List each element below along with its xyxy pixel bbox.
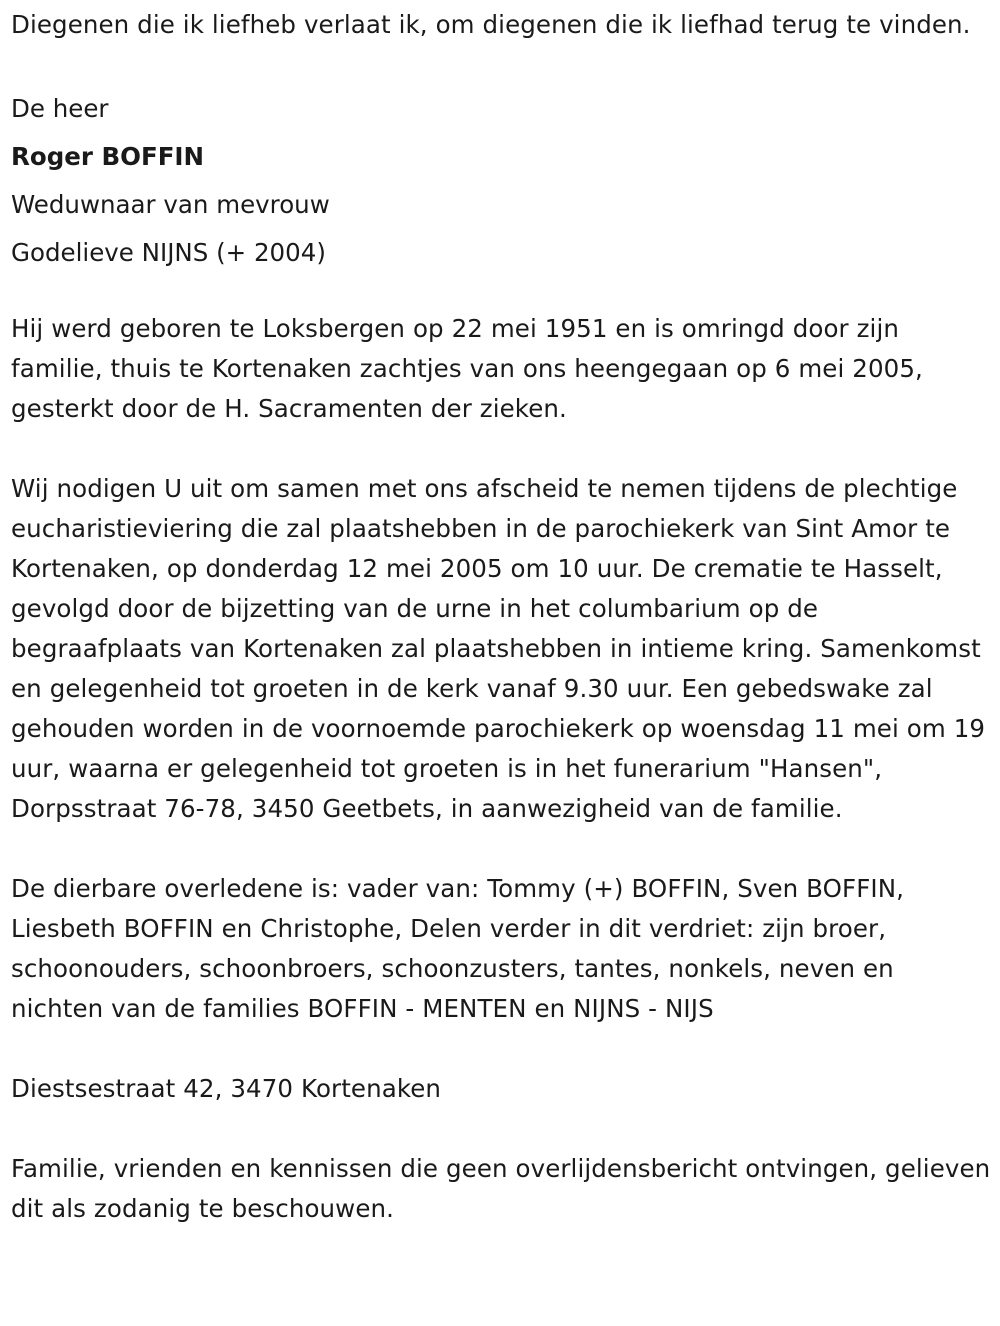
deceased-header [11,85,993,277]
family-paragraph: De dierbare overledene is: vader van: Tommy (+) BOFFIN, Sven BOFFIN, Liesbeth BOFFIN en Christophe, Delen verder in dit verdriet: zijn broer, schoonouders, schoonbroers, schoonzusters, tantes, nonkels, neven en nichten van de families BOFFIN - MENTEN en NIJNS - NIJS [11,874,905,1023]
spacer [11,45,993,85]
ceremony-paragraph: Wij nodigen U uit om samen met ons afscheid te nemen tijdens de plechtige eucharistieviering die zal plaatshebben in de parochiekerk van Sint Amor te Kortenaken, op donderdag 12 mei 2005 om 10 uur. De crematie te Hasselt, gevolgd door de bijzetting van de urne in het columbarium op de begraafplaats van Kortenaken zal plaatshebben in intieme kring. Samenkomst en gelegenheid tot groeten in de kerk vanaf 9.30 uur. Een gebedswake zal gehouden worden in de voornoemde parochiekerk op woensdag 11 mei om 19 uur, waarna er gelegenheid tot groeten is in het funerarium "Hansen", Dorpsstraat 76-78, 3450 Geetbets, in aanwezigheid van de familie. [11,474,986,823]
birth-death-paragraph: Hij werd geboren te Loksbergen op 22 mei 1951 en is omringd door zijn familie, thuis te Kortenaken zachtjes van ons heengegaan op 6 mei 2005, gesterkt door de H. Sacramenten der zieken. [11,314,923,423]
address-line: Diestsestraat 42, 3470 Kortenaken [11,1074,442,1103]
spacer [11,429,993,469]
closing-paragraph: Familie, vrienden en kennissen die geen overlijdensbericht ontvingen, gelieven dit als zodanig te beschouwen. [11,1154,991,1223]
obituary-notice [11,5,993,1229]
spacer [11,1109,993,1149]
spacer [11,277,993,309]
widower-line: Weduwnaar van mevrouw [11,190,330,219]
deceased-name: Roger BOFFIN [11,142,205,171]
spacer [11,1029,993,1069]
opening-quote: Diegenen die ik liefheb verlaat ik, om diegenen die ik liefhad terug te vinden. [11,10,971,39]
spouse-name: Godelieve NIJNS (+ 2004) [11,238,326,267]
salutation: De heer [11,94,109,123]
spacer [11,829,993,869]
